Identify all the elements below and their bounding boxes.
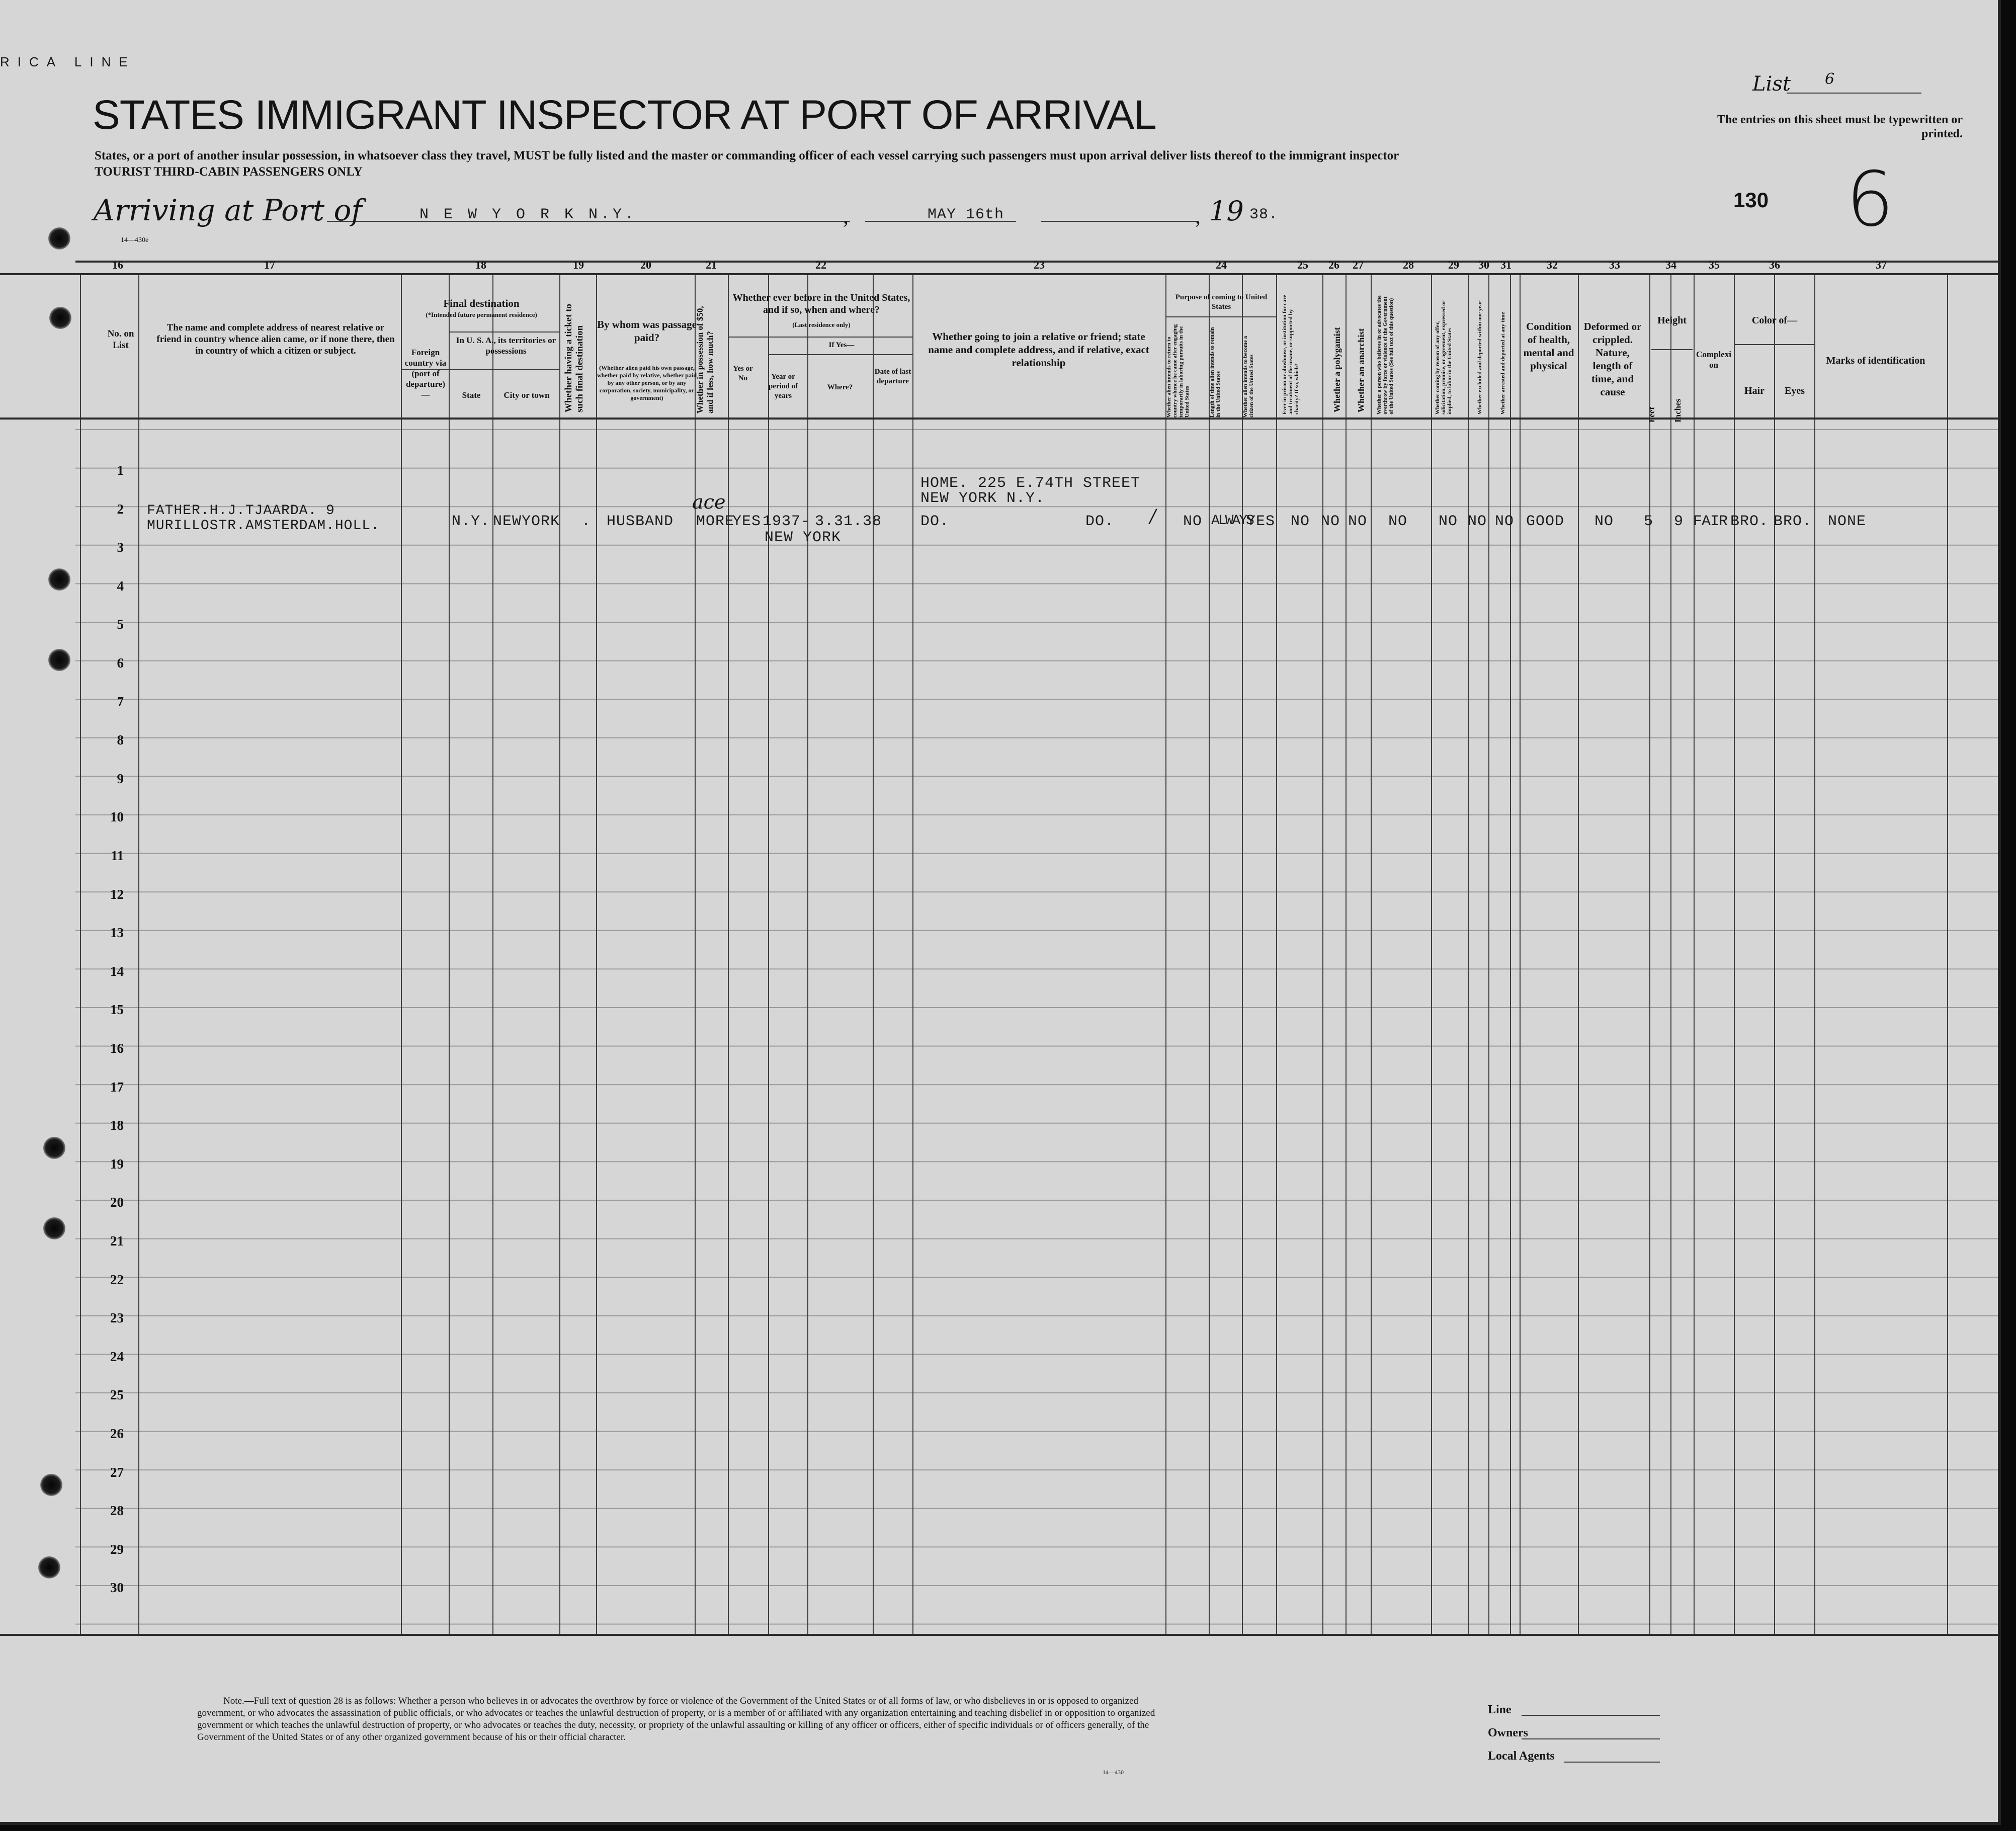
- col16-header: No. on List: [107, 328, 134, 351]
- row-number: 2: [117, 501, 124, 517]
- row-number: 26: [110, 1426, 124, 1441]
- footer-code: 14—430: [1103, 1769, 1124, 1776]
- col36-eyes: Eyes: [1785, 385, 1805, 396]
- row-number: 27: [110, 1464, 124, 1480]
- row-number: 7: [117, 694, 124, 709]
- previous-residence: NEW YORK: [765, 529, 842, 546]
- row-number: 6: [117, 655, 124, 671]
- footer-note: Note.—Full text of question 28 is as follows: Whether a person who believes in or advocates the overthrow by force or violence of the Government of the United States or of all forms of law, or who disbelieves in or is opposed to organized government, or who advocates the assassination of public officials, or who advocates or teaches the unlawful destruction of property, or is a member of or affiliated with any organization entertaining and teaching disbelief in or opposition to organized government or which teaches the unlawful destruction of property, or who advocates or teaches the duty, necessity, or propriety of the unlawful assaulting or killing of any officer or officers, either of specific individuals or of officers generally, of the Government of the United States or of any other organized government because of his or their official character.: [197, 1696, 1155, 1742]
- row-number: 3: [117, 540, 124, 555]
- column-number: 22: [815, 259, 826, 271]
- row-number: 13: [110, 925, 124, 941]
- column-number: 23: [1034, 259, 1045, 271]
- row-number: 18: [110, 1118, 124, 1133]
- col23-header: Whether going to join a relative or friend; state name and complete address, and if relative, exact relationship: [928, 330, 1149, 369]
- labor-offer: NO: [1439, 513, 1458, 530]
- column-number: 28: [1403, 259, 1414, 271]
- row-number: 16: [110, 1041, 124, 1056]
- col34-inches: Inches: [1673, 398, 1683, 423]
- tick-mark: /: [1150, 506, 1156, 527]
- col19-header: Whether having a ticket to such final destination: [563, 303, 585, 412]
- col22-date: Date of last departure: [874, 368, 911, 385]
- join-line3b: DO.: [1085, 513, 1115, 530]
- column-number: 21: [706, 259, 717, 271]
- height-inches: 9: [1674, 513, 1684, 530]
- year-suffix: 38.: [1249, 206, 1279, 223]
- line-label: Line: [1488, 1703, 1511, 1716]
- column-number: 31: [1500, 259, 1511, 271]
- health: GOOD: [1526, 513, 1565, 530]
- date-value: MAY 16th: [928, 206, 1004, 223]
- col22-year: Year or period of years: [769, 373, 798, 400]
- column-number: 25: [1297, 259, 1308, 271]
- binder-hole: [43, 1217, 65, 1239]
- col22-where: Where?: [827, 383, 853, 391]
- row-number: 25: [110, 1387, 124, 1403]
- relative-line1: FATHER.H.J.TJAARDA. 9: [147, 503, 335, 519]
- shipping-line-fragment: RICA LINE: [0, 54, 136, 69]
- hair-color: BRO.: [1730, 513, 1769, 530]
- row-number: 30: [110, 1580, 124, 1596]
- col17-header: The name and complete address of nearest relative or friend in country whence alien came, or if none there, then in country of which a citizen or subject.: [156, 322, 395, 356]
- year-period: 1937-: [763, 513, 811, 530]
- class-line: TOURIST THIRD-CABIN PASSENGERS ONLY: [95, 165, 363, 179]
- col18-title: Final destination: [443, 297, 520, 309]
- agents-label: Local Agents: [1488, 1750, 1555, 1763]
- col22-note: (Last residence only): [792, 321, 851, 328]
- row-number: 20: [110, 1195, 124, 1210]
- col35-header: Complexion: [1696, 350, 1731, 370]
- col18-state: State: [462, 390, 481, 400]
- column-number: 34: [1665, 259, 1676, 271]
- col26-header: Whether a polygamist: [1332, 327, 1342, 412]
- col25-header: Ever in prison or almshouse, or institution for care and treatment of the insane, or supported by charity? If so, which?: [1282, 295, 1300, 414]
- col31-header: Whether arrested and deported at any time: [1500, 312, 1506, 414]
- polygamist: NO: [1321, 513, 1340, 530]
- deformed: NO: [1594, 513, 1614, 530]
- row-number: 21: [110, 1233, 124, 1249]
- col36-hair: Hair: [1744, 385, 1765, 396]
- owners-label: Owners: [1488, 1726, 1528, 1739]
- destination-city: NEWYORK: [493, 513, 560, 530]
- column-number: 26: [1328, 259, 1339, 271]
- binder-hole: [49, 307, 71, 329]
- eye-color: BRO.: [1774, 513, 1812, 530]
- col34-feet: Feet: [1647, 406, 1656, 423]
- become-citizen: YES: [1246, 513, 1276, 530]
- column-number: 32: [1547, 259, 1558, 271]
- binder-hole: [43, 1137, 65, 1159]
- col18-city: City or town: [503, 390, 550, 400]
- col18-usa: In U. S. A., its territories or possessions: [456, 336, 556, 356]
- year-prefix: 19: [1209, 195, 1244, 227]
- row-number: 23: [110, 1310, 124, 1326]
- handwritten-sheet-number: 6: [1846, 156, 1894, 243]
- column-number: 37: [1876, 259, 1887, 271]
- col34-title: Height: [1657, 315, 1687, 326]
- col30-header: Whether excluded and deported within one year: [1477, 300, 1483, 414]
- col37-header: Marks of identification: [1826, 355, 1925, 366]
- col24-b: Length of time alien intends to remain in the United States: [1209, 327, 1221, 418]
- col18-foreign: Foreign country via (port of departure)—: [404, 348, 447, 399]
- binder-hole: [40, 1474, 62, 1496]
- column-number: 30: [1478, 259, 1489, 271]
- join-line1: HOME. 225 E.74TH STREET: [920, 475, 1141, 492]
- row-number: 11: [111, 848, 124, 863]
- row-number: 22: [110, 1272, 124, 1287]
- row-number: 17: [110, 1079, 124, 1095]
- column-number: 29: [1448, 259, 1459, 271]
- column-number: 36: [1769, 259, 1780, 271]
- col20-title: By whom was passage paid?: [597, 318, 697, 344]
- row-number: 15: [110, 1002, 124, 1018]
- col18-note: (*Intended future permanent residence): [426, 311, 537, 318]
- column-number: 18: [475, 259, 486, 271]
- col27-header: Whether an anarchist: [1356, 328, 1366, 412]
- col22-title: Whether ever before in the United States, and if so, when and where?: [732, 292, 910, 315]
- column-number: 24: [1216, 259, 1227, 271]
- length-of-stay: ALWAYS: [1211, 513, 1253, 529]
- typewritten-notice: The entries on this sheet must be typewritten or printed.: [1717, 113, 1963, 140]
- money: MORE: [696, 513, 735, 530]
- column-number: 17: [264, 259, 275, 271]
- identification-marks: NONE: [1828, 513, 1867, 530]
- col20-note: (Whether alien paid his own passage, whether paid by relative, whether paid by any other person, or by any corporation, society, municipality, or government): [597, 364, 697, 401]
- join-line2: NEW YORK N.Y.: [920, 490, 1045, 507]
- page-title: STATES IMMIGRANT INSPECTOR AT PORT OF ARRIVAL: [93, 92, 1156, 138]
- overthrow: NO: [1388, 513, 1408, 530]
- column-number: 33: [1609, 259, 1620, 271]
- anarchist: NO: [1348, 513, 1368, 530]
- col36-title: Color of—: [1751, 315, 1798, 326]
- subtitle: States, or a port of another insular possession, in whatsoever class they travel, MUST be fully listed and the master or commanding officer of each vessel carrying such passengers must upon arrival deliver lists thereof to the immigrant inspector: [95, 149, 1399, 162]
- row-number: 24: [110, 1349, 124, 1364]
- col24-a: Whether alien intends to return to country whence he came after engaging temporarily in laboring pursuits in the United States: [1166, 324, 1190, 418]
- row-number: 4: [117, 578, 124, 594]
- list-value: 6: [1825, 70, 1835, 88]
- binder-hole: [48, 649, 70, 671]
- row-number: 19: [110, 1156, 124, 1172]
- row-number: 12: [110, 886, 124, 902]
- return-intent: NO: [1183, 513, 1203, 530]
- row-number: 9: [117, 771, 124, 786]
- column-number: 19: [573, 259, 584, 271]
- col22-yes-no: Yes or No: [733, 365, 753, 382]
- relative-line2: MURILLOSTR.AMSTERDAM.HOLL.: [147, 518, 380, 534]
- row-number: 28: [110, 1503, 124, 1519]
- excluded: NO: [1468, 513, 1487, 530]
- port-value: N E W Y O R K N.Y.: [419, 206, 637, 223]
- col24-title: Purpose of coming to United States: [1175, 293, 1268, 311]
- binder-hole: [48, 227, 70, 249]
- column-number: 20: [640, 259, 651, 271]
- row-number: 29: [110, 1541, 124, 1557]
- join-line3a: DO.: [920, 513, 950, 530]
- row-number: 5: [117, 617, 124, 632]
- ever-before: YES: [732, 513, 762, 530]
- column-number: 27: [1353, 259, 1364, 271]
- col22-if-yes: If Yes—: [828, 341, 855, 349]
- row-number: 14: [110, 963, 124, 979]
- comma: ,: [843, 204, 849, 228]
- destination-state: N.Y.: [452, 513, 490, 530]
- ticket: .: [581, 513, 592, 530]
- form-code: 14—430e: [121, 236, 149, 244]
- column-number: 35: [1709, 259, 1720, 271]
- row-number: 8: [117, 732, 124, 748]
- arriving-label: Arriving at Port of: [94, 193, 362, 227]
- prison: NO: [1291, 513, 1310, 530]
- col28-header: Whether a person who believes in or advocates the overthrow by force or violence of the Government of the United States (See full text of this question): [1376, 295, 1394, 414]
- col24-c: Whether alien intends to become a citizen of the United States: [1242, 336, 1254, 418]
- binder-hole: [38, 1556, 60, 1578]
- col33-header: Deformed or crippled. Nature, length of time, and cause: [1583, 320, 1642, 398]
- complexion: FAIR: [1693, 513, 1728, 530]
- height-feet: 5: [1644, 513, 1654, 530]
- col21-header: Whether in possession of $50, and if less, how much?: [695, 306, 715, 413]
- row-number: 1: [117, 463, 124, 478]
- row-number: 10: [110, 809, 124, 825]
- last-departure: 3.31.38: [815, 513, 882, 530]
- col29-header: Whether coming by reason of any offer, solicitation, promise, or agreement, expressed or implied, to labor in the United States: [1435, 300, 1453, 414]
- sheet-number: 130: [1733, 188, 1769, 212]
- money-note: ace: [692, 491, 726, 513]
- paid-by: HUSBAND: [607, 513, 674, 530]
- list-label: List: [1752, 72, 1791, 96]
- column-number: 16: [112, 259, 123, 271]
- deported: NO: [1495, 513, 1515, 530]
- col32-header: Condition of health, mental and physical: [1523, 320, 1574, 372]
- binder-hole: [48, 568, 70, 591]
- comma: ,: [1195, 204, 1201, 228]
